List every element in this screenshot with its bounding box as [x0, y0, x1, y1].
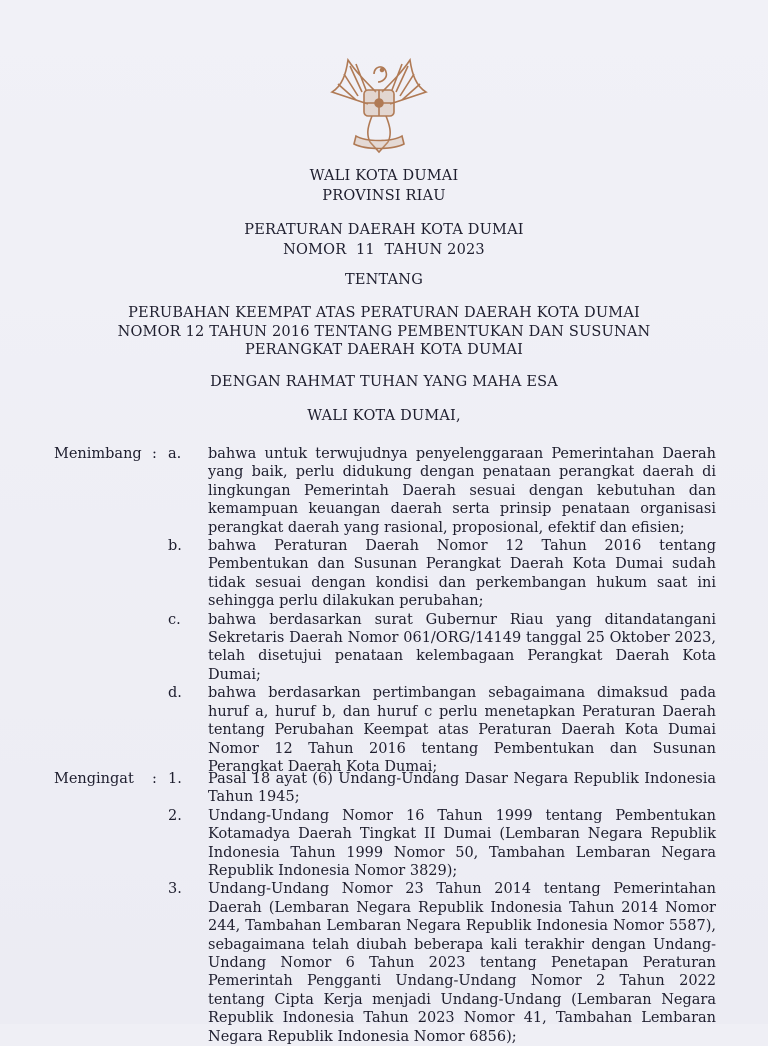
section-colon: :: [152, 446, 157, 462]
mayor-line: WALI KOTA DUMAI,: [307, 408, 461, 424]
regulation-heading: [0, 220, 768, 260]
garuda-emblem-icon: [326, 52, 432, 156]
item-marker: c.: [168, 611, 181, 628]
list-item: [54, 611, 716, 685]
item-marker: 1.: [168, 771, 182, 787]
list-item: [54, 770, 716, 807]
item-marker: 2.: [168, 807, 182, 824]
mengingat-section: [54, 770, 716, 1046]
item-text: bahwa berdasarkan surat Gubernur Riau yang ditandatangani Sekretaris Daerah Nomor 061/ORG/14149 tanggal 25 Oktober 2023, telah disetujui penataan kelembagaan Perangkat Daerah Kota Dumai;: [208, 611, 716, 683]
item-marker: b.: [168, 538, 182, 555]
province-line: PROVINSI RIAU: [322, 188, 446, 204]
list-item: [54, 684, 716, 776]
blessing-line: DENGAN RAHMAT TUHAN YANG MAHA ESA: [210, 374, 558, 390]
list-item: [54, 880, 716, 1046]
item-text: Undang-Undang Nomor 23 Tahun 2014 tentang Pemerintahan Daerah (Lembaran Negara Republik Indonesia Tahun 2014 Nomor 244, Tambahan Lembaran Negara Republik Indonesia Nomor 5587), sebagaimana telah diubah beberapa kali terakhir dengan Undang-Undang Nomor 6 Tahun 2023 tentang Penetapan Peraturan Pemerintah Pengganti Undang-Undang Nomor 2 Tahun 2022 tentang Cipta Kerja menjadi Undang-Undang (Lembaran Negara Republik Indonesia Tahun 2023 Nomor 41, Tambahan Lembaran Negara Republik Indonesia Nomor 6856);: [208, 881, 716, 1045]
issuer-line: WALI KOTA DUMAI: [309, 168, 459, 184]
item-text: bahwa berdasarkan pertimbangan sebagaimana dimaksud pada huruf a, huruf b, dan huruf c perlu menetapkan Peraturan Daerah tentang Perubahan Keempat atas Peraturan Daerah Kota Dumai Nomor 12 Tahun 2016 tentang Pembentukan dan Susunan Perangkat Daerah Kota Dumai;: [208, 685, 716, 775]
item-marker: a.: [168, 446, 182, 462]
item-marker: d.: [168, 685, 182, 702]
list-item: [54, 445, 716, 537]
section-label: Menimbang: [54, 446, 142, 462]
list-item: [54, 537, 716, 611]
subject-line: NOMOR 12 TAHUN 2016 TENTANG PEMBENTUKAN DAN SUSUNAN: [117, 323, 651, 340]
section-label: Mengingat: [54, 771, 134, 787]
regulation-title: PERATURAN DAERAH KOTA DUMAI: [244, 222, 524, 238]
item-text: bahwa Peraturan Daerah Nomor 12 Tahun 2016 tentang Pembentukan dan Susunan Perangkat Daerah Kota Dumai sudah tidak sesuai dengan kondisi dan perkembangan hukum saat ini sehingga perlu dilakukan perubahan;: [208, 538, 716, 610]
issuer-heading: [0, 166, 768, 206]
about-heading: TENTANG: [345, 272, 423, 288]
regulation-number: NOMOR 11 TAHUN 2023: [283, 242, 485, 258]
item-text: Undang-Undang Nomor 16 Tahun 1999 tentang Pembentukan Kotamadya Daerah Tingkat II Dumai (Lembaran Negara Republik Indonesia Tahun 1999 Nomor 50, Tambahan Lembaran Negara Republik Indonesia Nomor 3829);: [208, 807, 716, 880]
item-marker: 3.: [168, 881, 182, 898]
item-text: bahwa untuk terwujudnya penyelenggaraan Pemerintahan Daerah yang baik, perlu didukung dengan penataan perangkat daerah di lingkungan Pemerintah Daerah sesuai dengan kebutuhan dan kemampuan keuangan daerah serta prinsip penataan organisasi perangkat daerah yang rasional, proposional, efektif dan efisien;: [208, 446, 716, 536]
section-colon: :: [152, 771, 157, 787]
menimbang-section: [54, 445, 716, 776]
subject-line: PERUBAHAN KEEMPAT ATAS PERATURAN DAERAH KOTA DUMAI: [128, 305, 640, 321]
list-item: [54, 807, 716, 881]
subject-heading: [0, 304, 768, 360]
subject-line: PERANGKAT DAERAH KOTA DUMAI: [244, 342, 524, 359]
item-text: Pasal 18 ayat (6) Undang-Undang Dasar Negara Republik Indonesia Tahun 1945;: [208, 771, 716, 806]
